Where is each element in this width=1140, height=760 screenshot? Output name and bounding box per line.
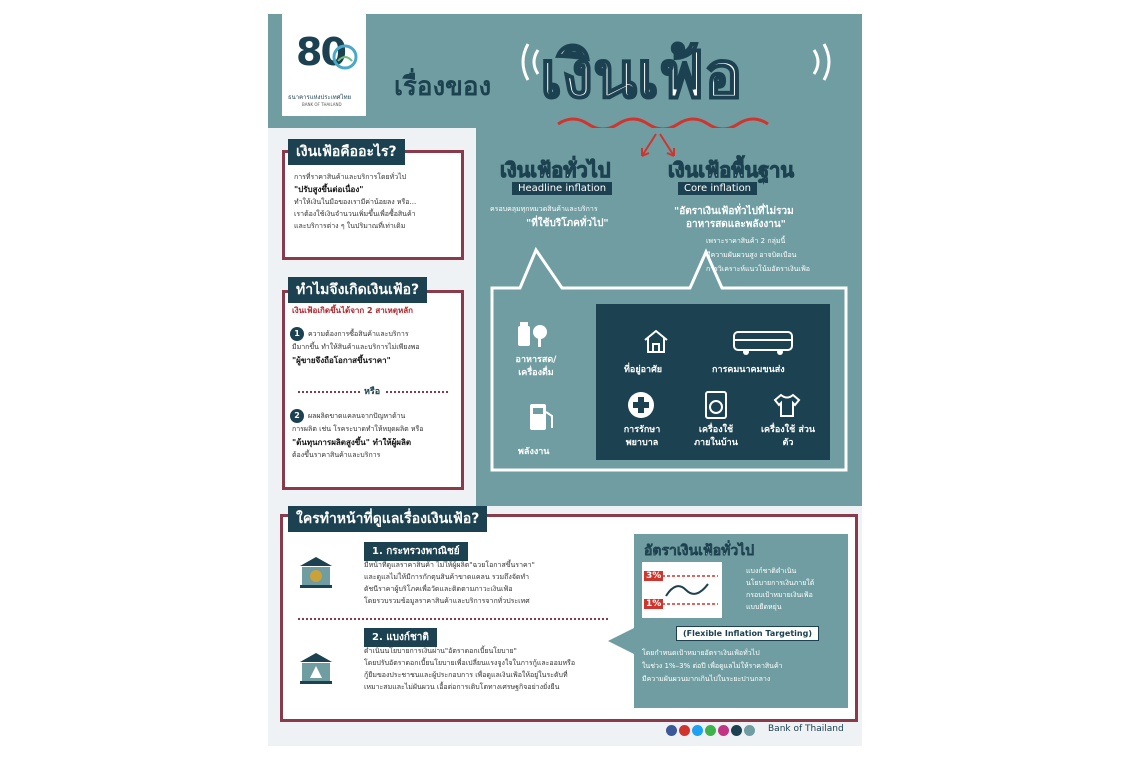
logo-name-th: ธนาคารแห่งประเทศไทย [288,94,352,101]
core-title: เงินเฟ้อพื้นฐาน [668,158,795,182]
org2-line-1: ดำเนินนโยบายการเงินผ่าน"อัตราดอกเบี้ยนโยบาย" [364,647,517,655]
target-desc-line-2: นโยบายการเงินภายใต้ [746,579,815,587]
reason-2-line-1: ผลผลิตขาดแคลนจากปัญหาด้าน [308,412,406,420]
what-line-2: "ปรับสูงขึ้นต่อเนื่อง" [294,185,364,194]
bank-building-icon [298,650,334,686]
footer-brand: Bank of Thailand [768,724,844,734]
org1-line-2: และดูแลไม่ให้มีการกักตุนสินค้าขาดแคลน รวมถึงจัดทำ [364,573,530,581]
food-drink-icon [514,320,550,350]
category-household: เครื่องใช้ ภายในบ้าน [694,425,738,448]
core-quote-line-1: "อัตราเงินเฟ้อทั่วไปที่ไม่รวม [674,206,794,217]
target-panel-pointer [606,626,636,656]
category-personal: เครื่องใช้ ส่วนตัว [760,425,816,448]
why-tab: ทำไมจึงเกิดเงินเฟ้อ? [288,277,427,303]
headline-desc: ครอบคลุมทุกหมวดสินค้าและบริการ [490,205,598,213]
org1-line-1: มีหน้าที่ดูแลราคาสินค้า ไม่ให้ผู้ผลิต"ฉวยโอกาสขึ้นราคา" [364,561,535,569]
ministry-building-icon [298,554,334,590]
reason-1-line-1: ความต้องการซื้อสินค้าและบริการ [308,330,409,338]
category-housing: ที่อยู่อาศัย [624,365,663,375]
why-subtitle: เงินเฟ้อเกิดขึ้นได้จาก 2 สาเหตุหลัก [292,306,413,315]
sound-wave-decoration [518,22,848,132]
core-note-line-2: มีความผันผวนสูง อาจบิดเบือน [706,251,797,259]
category-transport: การคมนาคมขนส่ง [712,365,785,375]
shirt-icon [772,392,802,418]
core-en: Core inflation [678,182,757,195]
line-icon[interactable] [705,725,716,736]
what-line-4: เราต้องใช้เงินจำนวนเพิ่มขึ้นเพื่อซื้อสินค้า [294,210,416,218]
target-desc-line-4: แบบยืดหยุ่น [746,603,782,611]
facebook-icon[interactable] [666,725,677,736]
target-footer-line-2: ในช่วง 1%–3% ต่อปี เพื่อดูแลไม่ให้ราคาสินค้า [642,662,783,670]
house-icon [642,328,670,354]
reason-2-line-3: "ต้นทุนการผลิตสูงขึ้น" ทำให้ผู้ผลิต [292,438,412,447]
medical-cross-icon [626,390,656,420]
category-medical: การรักษา พยาบาล [623,425,661,448]
why-or: หรือ [360,384,384,398]
who-tab: ใครทำหน้าที่ดูแลเรื่องเงินเฟ้อ? [288,506,487,532]
target-framework: (Flexible Inflation Targeting) [676,626,819,641]
target-upper: 3% [646,571,662,581]
what-line-1: การที่ราคาสินค้าและบริการโดยทั่วไป [294,173,407,181]
headline-quote: "ที่ใช้บริโภคทั่วไป" [526,218,609,229]
logo-number: 80 [296,30,345,74]
reason-1-line-2: มีมากขึ้น ทำให้สินค้าและบริการไม่เพียงพอ [292,343,420,351]
org1-line-3: ดัชนีราคาผู้บริโภคเพื่อวัดและติดตามภาวะเงินเฟ้อ [364,585,513,593]
header-title: เงินเฟ้อ [540,39,743,113]
target-footer-line-3: มีความผันผวนมากเกินไปในระยะปานกลาง [642,675,771,683]
org-divider [298,618,608,620]
bus-icon [732,328,794,356]
logo-name-en: BANK OF THAILAND [302,102,342,107]
washing-machine-icon [704,390,728,420]
org1-line-4: โดยรวบรวมข้อมูลราคาสินค้าและบริการจากทั่วประเทศ [364,597,530,605]
reason-2-line-2: การผลิต เช่น โรคระบาดทำให้หยุดผลิต หรือ [292,425,424,433]
core-note-line-3: การวิเคราะห์แนวโน้มอัตราเงินเฟ้อ [706,265,810,273]
podcast-icon[interactable] [744,725,755,736]
reason-1-number-icon: 1 [290,327,304,341]
category-energy: พลังงาน [518,447,550,457]
org2-line-3: กู้ยืมของประชาชนและผู้ประกอบการ เพื่อดูแลเงินเฟ้อให้อยู่ในระดับที่ [364,671,568,679]
reason-2-number-icon: 2 [290,409,304,423]
header-prefix: เรื่องของ [394,72,492,102]
target-title: อัตราเงินเฟ้อทั่วไป [644,543,755,559]
reason-1-line-3: "ผู้ขายจึงถือโอกาสขึ้นราคา" [292,356,391,365]
target-footer-line-1: โดยกำหนดเป้าหมายอัตราเงินเฟ้อทั่วไป [642,649,760,657]
what-line-5: และบริการต่าง ๆ ในปริมาณที่เท่าเดิม [294,222,406,230]
what-tab: เงินเฟ้อคืออะไร? [288,139,405,165]
target-lower: 1% [646,599,662,609]
blockdit-icon[interactable] [731,725,742,736]
core-quote-line-2: อาหารสดและพลังงาน" [686,219,786,230]
category-food: อาหารสด/ เครื่องดื่ม [515,355,557,378]
reason-2-line-4: ต้องขึ้นราคาสินค้าและบริการ [292,451,381,459]
infographic-poster [268,14,862,746]
target-desc-line-3: กรอบเป้าหมายเงินเฟ้อ [746,591,813,599]
what-line-3: ทำให้เงินในมือของเรามีค่าน้อยลง หรือ... [294,198,417,206]
instagram-icon[interactable] [718,725,729,736]
youtube-icon[interactable] [679,725,690,736]
target-desc-line-1: แบงก์ชาติดำเนิน [746,567,797,575]
org1-title: 1. กระทรวงพาณิชย์ [364,542,468,561]
org2-line-2: โดยปรับอัตราดอกเบี้ยนโยบายเพื่อเปลี่ยนแรงจูงใจในการกู้และออมหรือ [364,659,576,667]
fuel-pump-icon [526,400,556,434]
logo-emblem-icon [332,44,358,70]
headline-title: เงินเฟ้อทั่วไป [500,158,611,182]
logo-box [282,14,366,116]
core-note-line-1: เพราะราคาสินค้า 2 กลุ่มนี้ [706,237,786,245]
social-icons-row [666,725,762,737]
org2-line-4: เหมาะสมและไม่ผันผวน เอื้อต่อการเติบโตทางเศรษฐกิจอย่างยั่งยืน [364,683,560,691]
org2-title: 2. แบงก์ชาติ [364,628,437,647]
headline-en: Headline inflation [512,182,612,195]
twitter-icon[interactable] [692,725,703,736]
